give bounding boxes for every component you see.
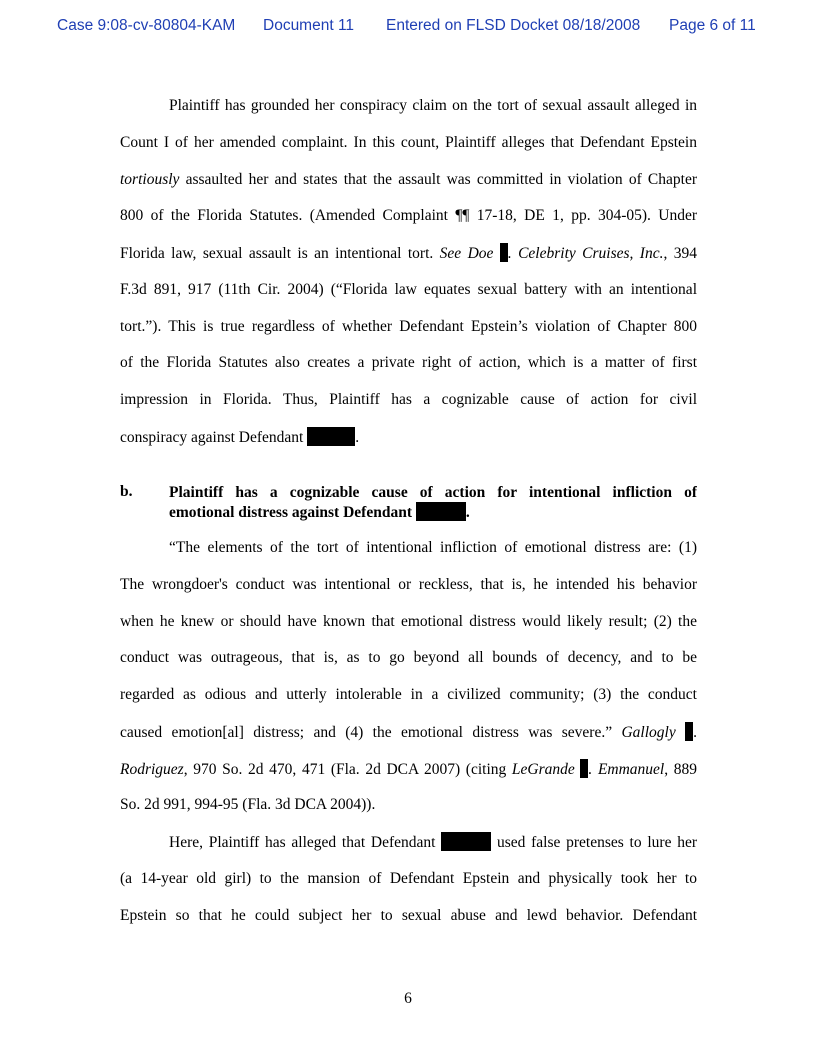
text-line: 800 of the Florida Statutes. (Amended Complaint ¶¶ 17-18, DE 1, pp. 304-05). Under <box>120 207 697 224</box>
redaction-block <box>441 832 491 851</box>
text-line: “The elements of the tort of intentional infliction of emotional distress are: (1) <box>169 539 697 556</box>
text-line: conspiracy against Defendant . <box>120 429 360 446</box>
text-line: Here, Plaintiff has alleged that Defendant used false pretenses to lure her <box>169 834 697 851</box>
text-line: tort.”). This is true regardless of whether Defendant Epstein’s violation of Chapter 800 <box>120 318 697 335</box>
redaction-block <box>307 427 355 446</box>
text-line: of the Florida Statutes also creates a private right of action, which is a matter of first <box>120 354 697 371</box>
text-line: Florida law, sexual assault is an intentional tort. See Doe . Celebrity Cruises, Inc., 394 <box>120 245 698 262</box>
header-case-number: Case 9:08-cv-80804-KAM <box>57 17 236 34</box>
paragraph-conspiracy <box>120 96 697 446</box>
section-heading-b <box>120 483 697 523</box>
text-line: Plaintiff has grounded her conspiracy claim on the tort of sexual assault alleged in <box>169 97 697 114</box>
text-line: So. 2d 991, 994-95 (Fla. 3d DCA 2004)). <box>120 796 376 813</box>
paragraph-allegations <box>120 832 697 932</box>
text-line: impression in Florida. Thus, Plaintiff has a cognizable cause of action for civil <box>120 391 697 408</box>
text-line: Rodriguez, 970 So. 2d 470, 471 (Fla. 2d DCA 2007) (citing LeGrande . Emmanuel, 889 <box>120 761 698 778</box>
text-line: when he knew or should have known that emotional distress would likely result; (2) the <box>120 613 697 630</box>
paragraph-elements-of-tort <box>120 538 697 818</box>
page-number: 6 <box>404 990 412 1007</box>
header-entered-date: Entered on FLSD Docket 08/18/2008 <box>386 17 641 34</box>
heading-letter: b. <box>120 483 133 500</box>
text-line: (a 14-year old girl) to the mansion of Defendant Epstein and physically took her to <box>120 870 697 887</box>
redaction-block <box>416 502 466 521</box>
heading-text: Plaintiff has a cognizable cause of action for intentional infliction of emotional distress against Defendant . <box>169 484 697 521</box>
text-line: caused emotion[al] distress; and (4) the emotional distress was severe.” Gallogly . <box>120 724 697 741</box>
text-line: conduct was outrageous, that is, as to go beyond all bounds of decency, and to be <box>120 649 697 666</box>
redaction-block <box>500 243 508 262</box>
header-page-count: Page 6 of 11 <box>669 17 756 34</box>
text-line: regarded as odious and utterly intolerable in a civilized community; (3) the conduct <box>120 686 697 703</box>
text-line: Count I of her amended complaint. In this count, Plaintiff alleges that Defendant Epstein <box>120 134 697 151</box>
text-line: F.3d 891, 917 (11th Cir. 2004) (“Florida law equates sexual battery with an intentional <box>120 281 697 298</box>
text-line: Epstein so that he could subject her to sexual abuse and lewd behavior. Defendant <box>120 907 697 924</box>
text-line: tortiously assaulted her and states that the assault was committed in violation of Chapter <box>120 171 697 188</box>
redaction-block <box>685 722 693 741</box>
text-line: The wrongdoer's conduct was intentional or reckless, that is, he intended his behavior <box>120 576 697 593</box>
header-document-number: Document 11 <box>263 17 355 34</box>
